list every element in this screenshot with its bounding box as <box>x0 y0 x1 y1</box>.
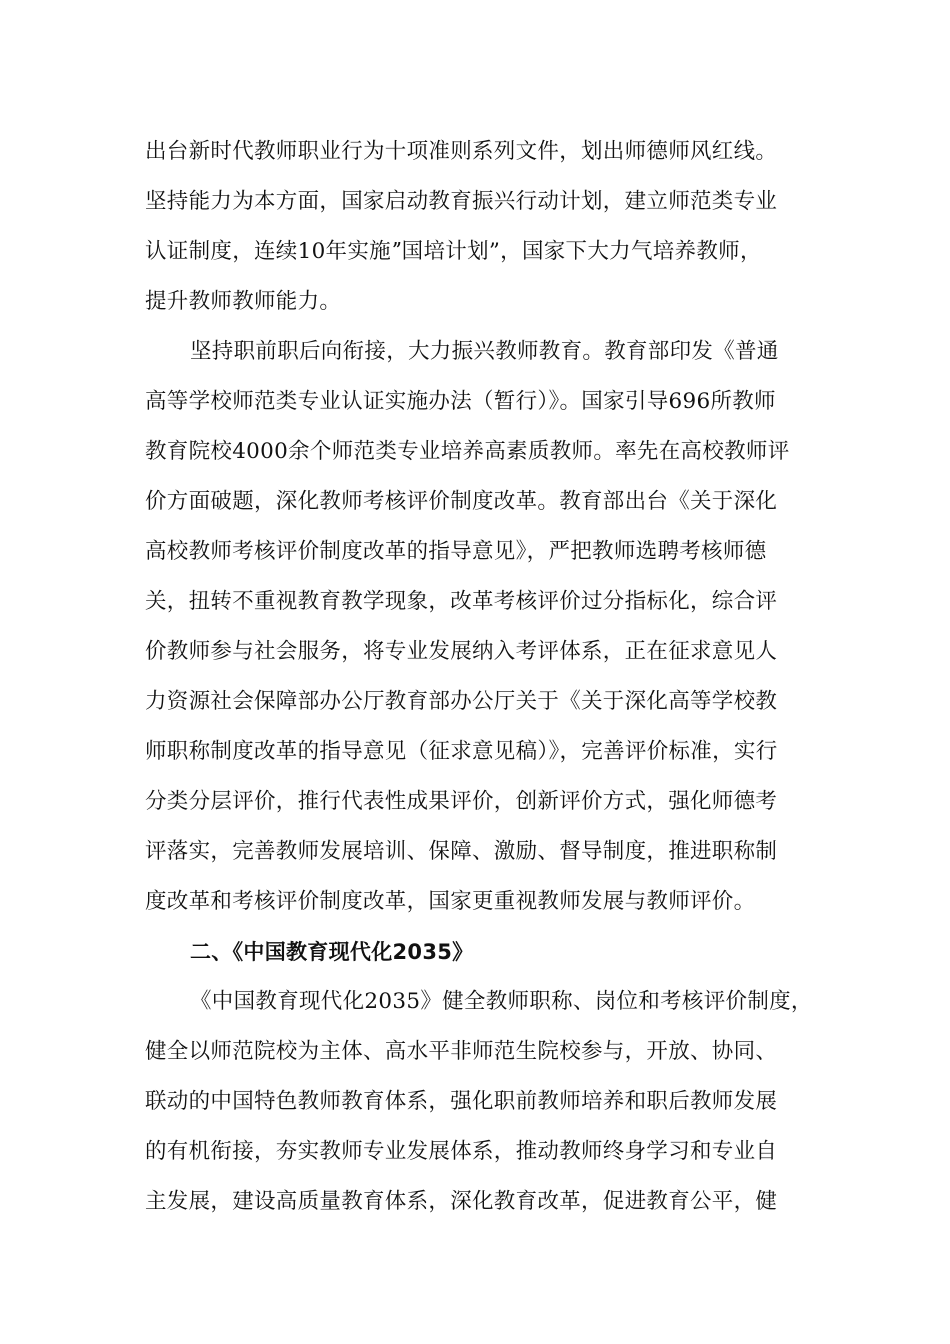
para3-line-2: 健全以师范院校为主体、高水平非师范生院校参与，开放、协同、 <box>145 1039 778 1064</box>
para2-line-8: 力资源社会保障部办公厅教育部办公厅关于《关于深化高等学校教 <box>145 689 778 714</box>
para2-line-11: 评落实，完善教师发展培训、保障、激励、督导制度，推进职称制 <box>145 839 778 864</box>
para2-line-4: 价方面破题，深化教师考核评价制度改革。教育部出台《关于深化 <box>145 489 778 514</box>
para2-line-12: 度改革和考核评价制度改革，国家更重视教师发展与教师评价。 <box>145 889 756 914</box>
para2-line-9: 师职称制度改革的指导意见（征求意见稿）》，完善评价标准，实行 <box>145 739 778 764</box>
para2-line-7: 价教师参与社会服务，将专业发展纳入考评体系，正在征求意见人 <box>145 639 778 664</box>
para1-line-4: 提升教师教师能力。 <box>145 289 342 314</box>
para2-line-5: 高校教师考核评价制度改革的指导意见》，严把教师选聘考核师德 <box>145 539 767 564</box>
para3-line-5: 主发展，建设高质量教育体系，深化教育改革，促进教育公平，健 <box>145 1189 778 1214</box>
para1-line-1: 出台新时代教师职业行为十项准则系列文件，划出师德师风红线。 <box>145 139 778 164</box>
para1-line-3: 认证制度，连续10年实施ˮ国培计划”，国家下大力气培养教师， <box>145 239 762 264</box>
para2-line-2: 高等学校师范类专业认证实施办法（暂行）》。国家引导696所教师 <box>145 389 776 414</box>
para2-line-6: 关，扭转不重视教育教学现象，改革考核评价过分指标化，综合评 <box>145 589 778 614</box>
para2-line-10: 分类分层评价，推行代表性成果评价，创新评价方式，强化师德考 <box>145 789 778 814</box>
para3-line-1: 《中国教育现代化2035》健全教师职称、岗位和考核评价制度， <box>190 989 813 1014</box>
para2-line-3: 教育院校4000余个师范类专业培养高素质教师。率先在高校教师评 <box>145 439 790 464</box>
para1-line-2: 坚持能力为本方面，国家启动教育振兴行动计划，建立师范类专业 <box>145 189 778 214</box>
para3-line-4: 的有机衔接，夯实教师专业发展体系，推动教师终身学习和专业自 <box>145 1139 778 1164</box>
section-heading: 二、《中国教育现代化2035》 <box>190 940 474 964</box>
para3-line-3: 联动的中国特色教师教育体系，强化职前教师培养和职后教师发展 <box>145 1089 778 1114</box>
para2-line-1: 坚持职前职后向衔接，大力振兴教师教育。教育部印发《普通 <box>190 339 779 364</box>
